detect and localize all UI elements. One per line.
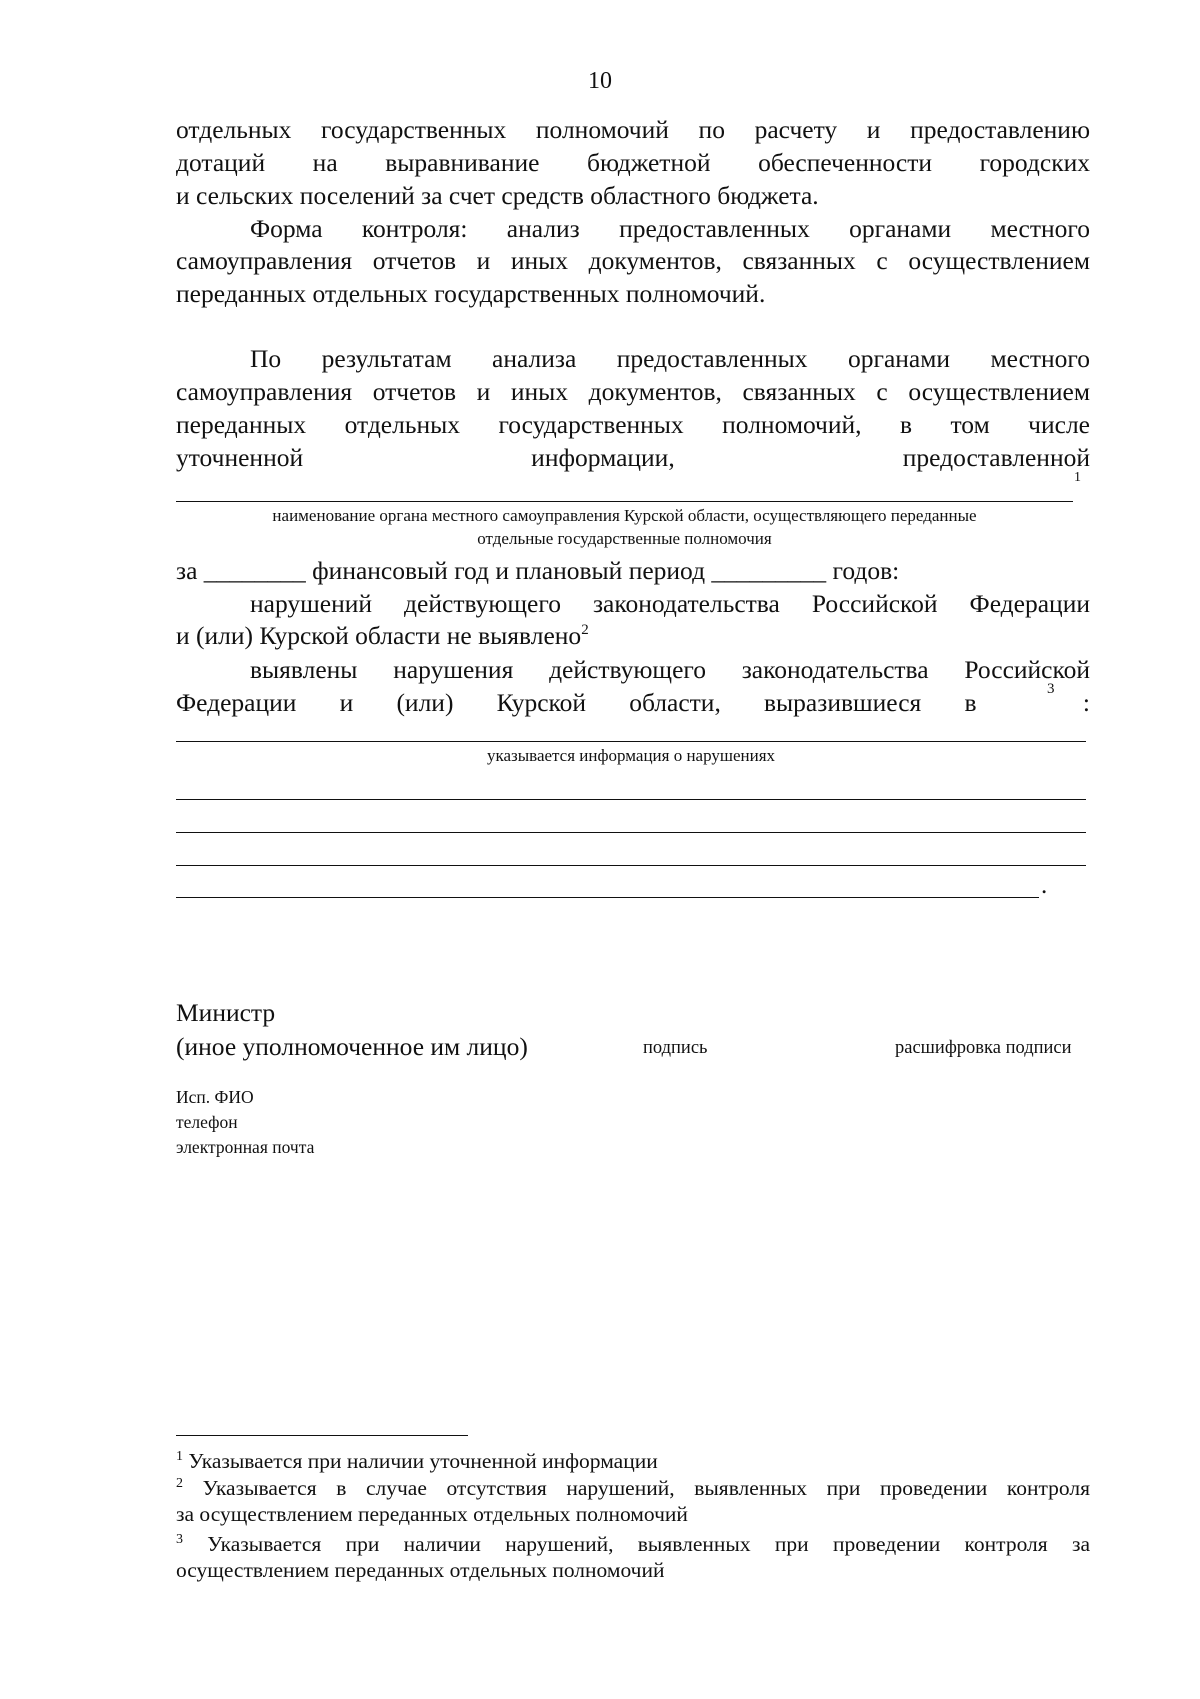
footnote-separator <box>176 1435 468 1436</box>
period-middle: финансовый год и плановый период <box>312 556 706 585</box>
organ-name-blank-line <box>176 501 1073 502</box>
word: информации, <box>531 443 675 472</box>
option1-text: и (или) Курской области не выявлено <box>176 621 582 650</box>
option1-line: нарушений действующего законодательства Российской Федерации <box>250 589 1090 618</box>
violations-blank-line <box>176 799 1086 800</box>
para1-line: дотаций на выравнивание бюджетной обеспеченности городских <box>176 148 1090 177</box>
signature-sign-label: подпись <box>643 1038 708 1058</box>
signature-title: (иное уполномоченное им лицо) <box>176 1032 528 1061</box>
page-number: 10 <box>588 68 612 94</box>
word: в <box>964 688 977 717</box>
footnote-2-mark: 2 <box>176 1476 183 1491</box>
para3-line: По результатам анализа предоставленных органами местного <box>250 344 1090 373</box>
para3-last-line <box>176 443 1090 473</box>
footnote-mark-2: 2 <box>581 622 589 638</box>
footnote-2-cont: за осуществлением переданных отдельных полномочий <box>176 1502 688 1526</box>
word: Курской <box>496 688 587 717</box>
executor-email: электронная почта <box>176 1137 315 1157</box>
year-blank: ________ <box>203 556 306 585</box>
final-period: . <box>1041 872 1048 899</box>
word: области, <box>629 688 721 717</box>
option2-line: выявлены нарушения действующего законодательства Российской <box>250 655 1090 684</box>
executor-phone: телефон <box>176 1112 238 1132</box>
word: и <box>339 688 354 717</box>
para2-line: переданных отдельных государственных полномочий. <box>176 279 766 308</box>
para2-line: самоуправления отчетов и иных документов, связанных с осуществлением <box>176 246 1090 275</box>
word: Федерации <box>176 688 297 717</box>
para3-line: самоуправления отчетов и иных документов, связанных с осуществлением <box>176 377 1090 406</box>
footnote-1 <box>176 1448 1090 1478</box>
option1-line <box>176 621 1090 655</box>
word: уточненной <box>176 443 304 472</box>
organ-caption: отдельные государственные полномочия <box>477 529 772 548</box>
word <box>1020 688 1040 718</box>
violations-blank-line <box>176 897 1039 898</box>
violations-blank-line <box>176 741 1086 742</box>
period-line <box>176 556 1090 586</box>
footnote-3-mark: 3 <box>176 1532 183 1547</box>
option2-line <box>176 688 1090 718</box>
para2-line: Форма контроля: анализ предоставленных органами местного <box>250 214 1090 243</box>
word: предоставленной <box>902 443 1090 472</box>
period-prefix: за <box>176 556 198 585</box>
para1-line: и сельских поселений за счет средств областного бюджета. <box>176 181 819 210</box>
organ-caption: наименование органа местного самоуправления Курской области, осуществляющего переданные <box>272 506 977 525</box>
violations-blank-line <box>176 832 1086 833</box>
period-suffix: годов: <box>832 556 900 585</box>
word: (или) <box>396 688 454 717</box>
signature-title: Министр <box>176 998 276 1027</box>
word: выразившиеся <box>764 688 922 717</box>
signature-decode-label: расшифровка подписи <box>895 1038 1072 1058</box>
footnote-3-text: Указывается при наличии нарушений, выявленных при проведении контроля за <box>207 1532 1090 1556</box>
footnote-2-text: Указывается в случае отсутствия нарушений, выявленных при проведении контроля <box>202 1476 1090 1500</box>
footnote-1-text: Указывается при наличии уточненной информации <box>188 1449 658 1473</box>
violations-blank-line <box>176 865 1086 866</box>
footnote-3-cont: осуществлением переданных отдельных полномочий <box>176 1558 665 1582</box>
option2-colon: : <box>1082 688 1090 717</box>
executor-name: Исп. ФИО <box>176 1087 254 1107</box>
para1-line: отдельных государственных полномочий по расчету и предоставлению <box>176 115 1090 144</box>
footnote-1-mark: 1 <box>176 1449 183 1464</box>
violations-caption: указывается информация о нарушениях <box>486 746 776 765</box>
footnote-mark-3: 3 <box>1047 681 1055 697</box>
para3-line: переданных отдельных государственных полномочий, в том числе <box>176 410 1090 439</box>
footnote-mark-1: 1 <box>1074 470 1081 485</box>
plan-period-blank: _________ <box>711 556 827 585</box>
